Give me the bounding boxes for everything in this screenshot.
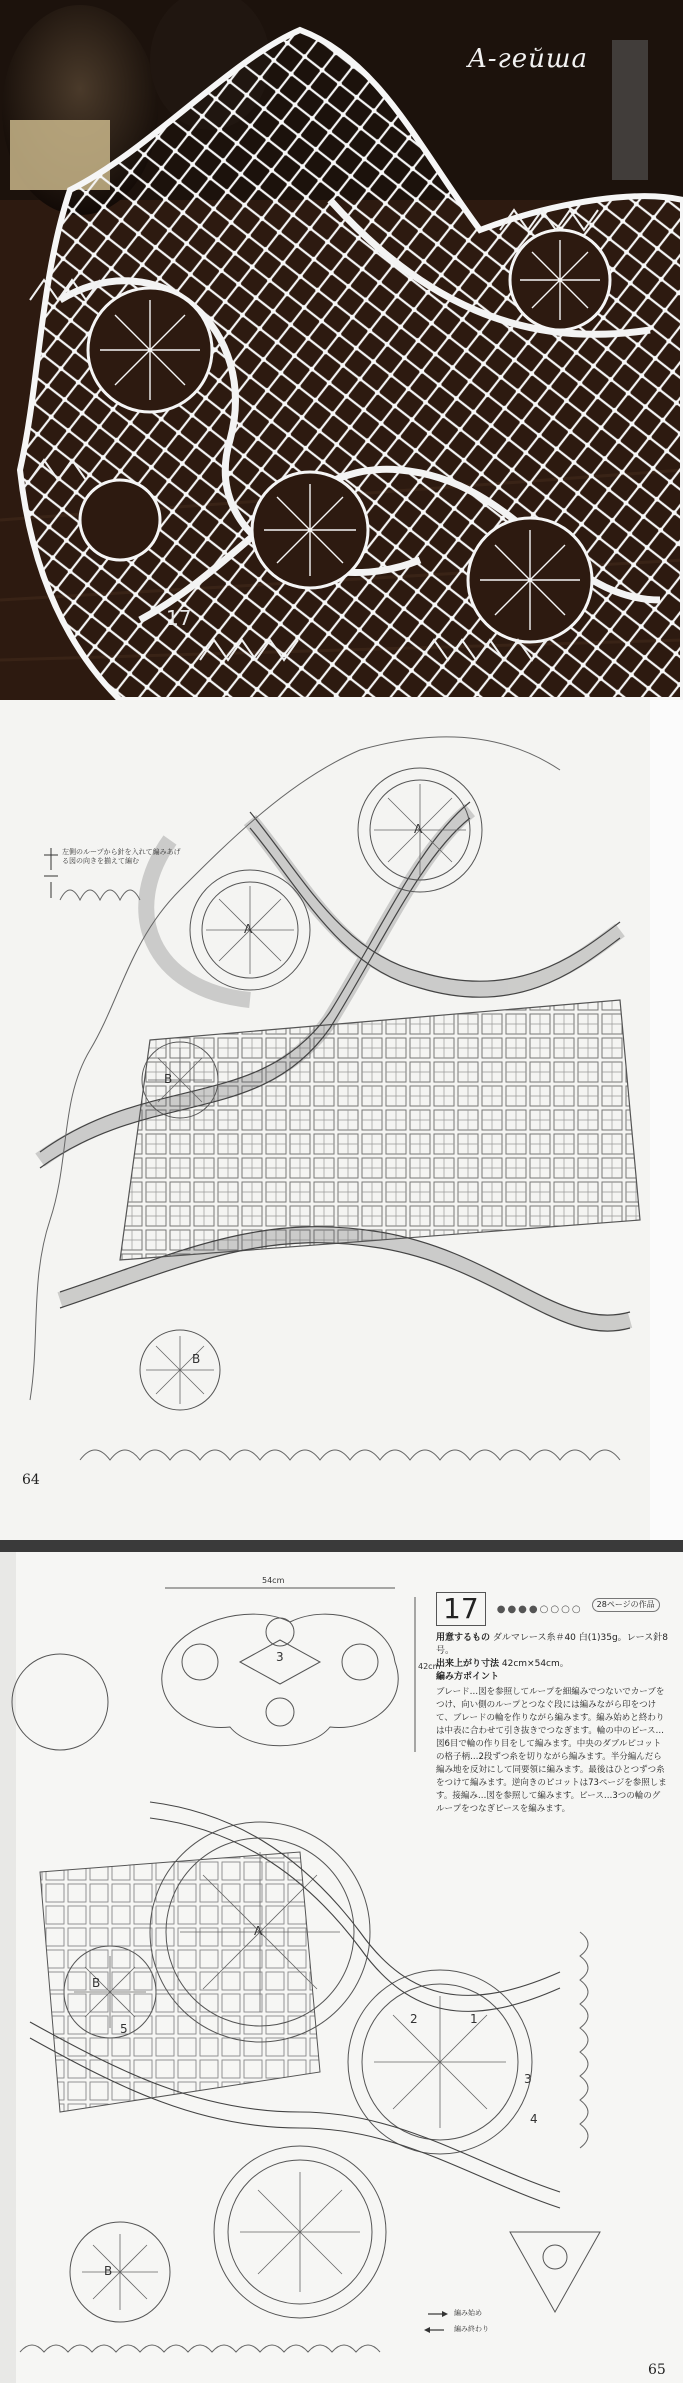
motif-label: B xyxy=(104,2264,113,2278)
pattern-page-65 xyxy=(0,1552,683,2383)
dimension-height: 42cm xyxy=(418,1662,441,1671)
page-number: 65 xyxy=(648,2362,666,2378)
size-label: 出来上がり寸法 xyxy=(436,1659,500,1669)
small-diagram-label: 3 xyxy=(276,1650,284,1664)
motif-label: B xyxy=(92,1976,101,1990)
lace-photo-illustration xyxy=(0,0,683,700)
motif-label: A xyxy=(414,822,423,836)
page-reference: 28ページの作品 xyxy=(592,1598,660,1612)
motif-label: 3 xyxy=(524,2072,532,2086)
item-number: 17 xyxy=(166,606,192,630)
points-text: ブレード…図を参照してループを細編みでつないでカーブをつけ、向い側のループとつなぐ段には編みながら印をつけて、ブレードの輪を作りながら編みます。編み始めと終わりは中表に合わせて引き抜きでつなぎます。輪の中のピース…図6目で輪の作り目をして編みます。中央のダブルピコットの格子柄…2段ずつ糸を切りながら編みます。半分編んだら編み地を反対にして同要領に編みます。最後はひとつずつ糸をつけて編みます。逆向きのピコットは73ページを参照します。接編み…図を参照して編みます。ピース…3つの輪のグループをつなぎピースを編みます。 xyxy=(436,1687,667,1814)
page-gutter xyxy=(0,1540,683,1552)
motif-label: B xyxy=(192,1352,201,1366)
legend-start: 編み始め xyxy=(454,2309,482,2317)
crochet-chart-64 xyxy=(0,700,683,1540)
page-number: 64 xyxy=(22,1472,40,1488)
difficulty-dots: ●●●●○○○○ xyxy=(496,1604,583,1615)
instructions-panel xyxy=(436,1592,668,1816)
motif-label: A xyxy=(244,922,253,936)
legend-note: 左側のループから針を入れて編みあげる図の向きを揃えて編む xyxy=(62,848,181,865)
motif-label: B xyxy=(164,1072,173,1086)
pattern-page-64 xyxy=(0,700,683,1540)
points-label: 編み方ポイント xyxy=(436,1672,500,1682)
motif-label: 4 xyxy=(530,2112,538,2126)
motif-label: 2 xyxy=(410,2012,418,2026)
materials-label: 用意するもの xyxy=(436,1633,491,1643)
dimension-width: 54cm xyxy=(262,1576,285,1585)
legend-end: 編み終わり xyxy=(454,2325,489,2333)
motif-label: 1 xyxy=(470,2012,478,2026)
watermark-text: A-гейша xyxy=(468,44,588,74)
motif-label: A xyxy=(254,1924,263,1938)
product-photo xyxy=(0,0,683,700)
size-value: 42cm×54cm。 xyxy=(501,1659,569,1669)
materials-value: ダルマレース糸＃40 白(1)35g。レース針8号。 xyxy=(436,1633,668,1656)
motif-label: 5 xyxy=(120,2022,128,2036)
pattern-number: 17 xyxy=(436,1592,486,1626)
